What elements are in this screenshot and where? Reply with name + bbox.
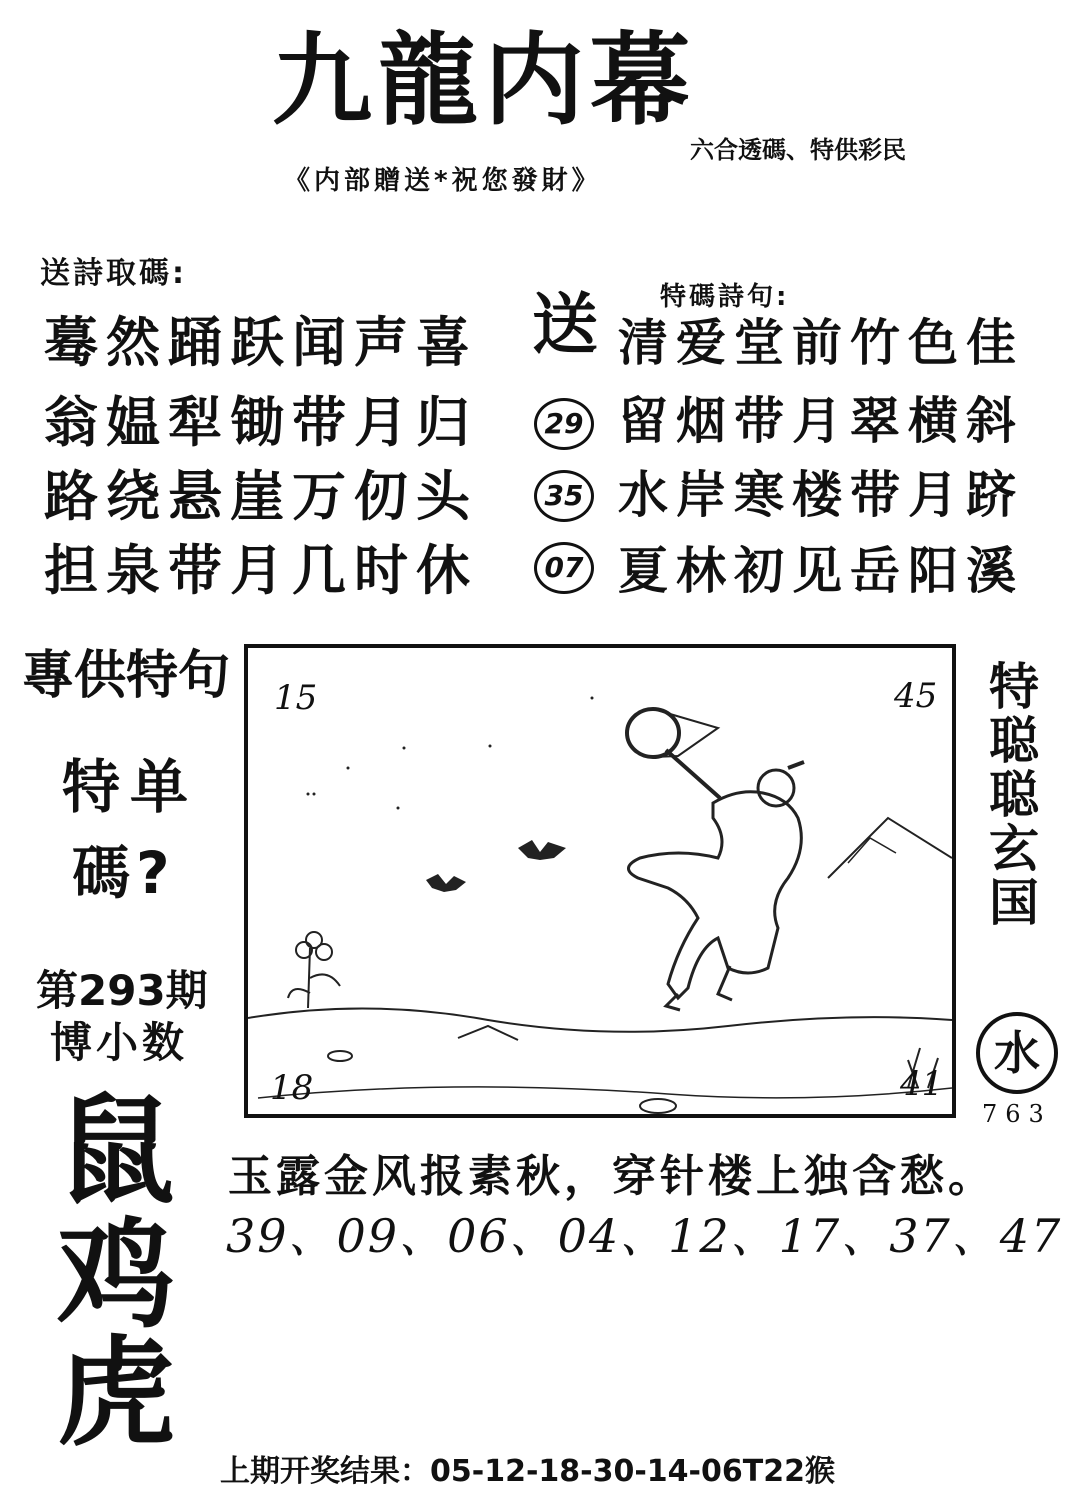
circle-number-29: 29 xyxy=(534,398,594,450)
circle-number-35: 35 xyxy=(534,470,594,522)
special-poem-label: 特碼詩句: xyxy=(660,282,790,312)
last-draw-result: 上期开奖结果：05-12-18-30-14-06T22猴 xyxy=(220,1454,835,1489)
zodiac-tiger: 虎 xyxy=(56,1323,175,1462)
corner-number-bottom-left: 18 xyxy=(270,1068,314,1108)
illustration-box xyxy=(244,644,956,1118)
vertical-char-2: 聪 xyxy=(989,712,1039,770)
vertical-char-1: 特 xyxy=(989,658,1039,716)
subtitle: 六合透碼、特供彩民 xyxy=(690,136,906,164)
poem-line-1: 蓦然踊跃闻声喜 xyxy=(44,311,478,374)
slogan: 《内部贈送*祝您發財》 xyxy=(284,166,602,196)
gift-char: 送 xyxy=(532,286,598,363)
zodiac-rooster: 鸡 xyxy=(56,1205,175,1344)
special-line-label: 專供特句 xyxy=(22,646,231,706)
right-poem-line-2: 留烟带月翠横斜 xyxy=(618,392,1024,450)
small-numbers: 763 xyxy=(982,1100,1052,1128)
issue-number: 第293期 xyxy=(36,966,208,1015)
poem-sentence: 玉露金风报素秋，穿针楼上独含愁。 xyxy=(228,1151,996,1202)
special-single-label: 特单 xyxy=(62,753,199,821)
special-code-question: 碼? xyxy=(72,839,176,907)
right-poem-line-4: 夏林初见岳阳溪 xyxy=(618,542,1024,600)
page-title: 九龍内幕 xyxy=(272,21,696,139)
vertical-char-5: 国 xyxy=(989,874,1039,932)
corner-number-top-left: 15 xyxy=(274,678,318,718)
zodiac-rat: 鼠 xyxy=(56,1081,175,1220)
vertical-text-column xyxy=(984,660,1044,930)
corner-number-top-right: 45 xyxy=(894,676,938,716)
poem-line-2: 翁媪犁锄带月归 xyxy=(44,391,478,454)
corner-number-bottom-right: 41 xyxy=(900,1064,944,1104)
vertical-char-3: 聪 xyxy=(989,766,1039,824)
poem-line-4: 担泉带月几时休 xyxy=(44,539,478,602)
right-poem-line-3: 水岸寒楼带月跻 xyxy=(618,466,1024,524)
small-number-label: 博小数 xyxy=(50,1018,189,1067)
right-poem-line-1: 清爱堂前竹色佳 xyxy=(618,314,1024,372)
circle-number-07: 07 xyxy=(534,542,594,594)
water-element-badge: 水 xyxy=(976,1012,1058,1094)
poem-header: 送詩取碼: xyxy=(40,256,187,291)
number-list: 39、09、06、04、12、17、37、47 xyxy=(226,1209,1063,1263)
butterfly-catcher-illustration xyxy=(248,648,952,1114)
poem-line-3: 路绕悬崖万仞头 xyxy=(44,465,478,528)
vertical-char-4: 玄 xyxy=(989,820,1039,878)
